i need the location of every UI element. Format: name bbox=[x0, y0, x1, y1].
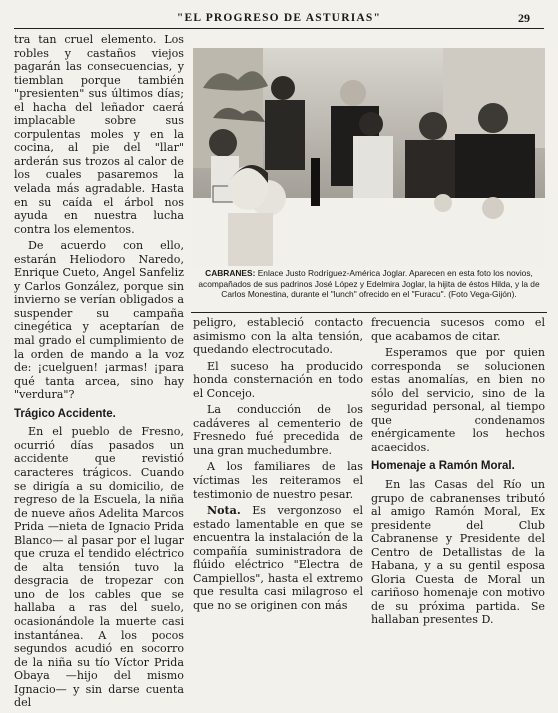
running-title: "EL PROGRESO DE ASTURIAS" bbox=[176, 12, 382, 24]
paragraph-condolences: A los familiares de las víctimas les reiteramos el testimonio de nuestro pesar. bbox=[193, 460, 363, 501]
paragraph-homage: En las Casas del Río un grupo de cabranenses tributó al amigo Ramón Moral, Ex presidente del Club Cabranense y Presidente del Centro de Detallistas de la Habana, y a su gentil esposa Gloria Cuesta de Moral un cariñoso homenaje con motivo de su próxima partida. Se hallaban presentes D. bbox=[371, 478, 545, 627]
page-header bbox=[14, 8, 544, 29]
caption-divider bbox=[191, 312, 547, 313]
page-number: 29 bbox=[518, 11, 530, 25]
paragraph-consternation: El suceso ha producido honda consternación en todo el Concejo. bbox=[193, 359, 363, 400]
heading-tragic-accident: Trágico Accidente. bbox=[14, 407, 116, 420]
column-1 bbox=[14, 33, 184, 713]
paragraph-hope: Esperamos que por quien corresponda se solucionen estas anomalías, en bien no sólo del servicio, sino de la seguridad personal, al tiempo que condenamos enérgicamente los hechos acaecidos. bbox=[371, 346, 545, 454]
paragraph-frequency: frecuencia sucesos como el que acabamos de citar. bbox=[371, 316, 545, 343]
caption-lead: CABRANES: bbox=[205, 268, 256, 278]
paragraph-winter: tra tan cruel elemento. Los robles y castaños viejos pagarán las consecuencias, y tiemblan porque también "presienten" sus últimos días; el hacha del leñador caerá implacable sobre sus corpulentas moles y en la cocina, al pie del "llar" arderán sus trozos al calor de los cuales pasaremos la velada más agradable. Hasta en su caída el árbol nos ayuda en nuestra lucha contra los elementos. bbox=[14, 33, 184, 236]
paragraph-funeral: La conducción de los cadáveres al cementerio de Fresnedo fué precedida de una gran muchedumbre. bbox=[193, 403, 363, 457]
paragraph-continuation: peligro, estableció contacto asimismo con la alta tensión, quedando electrocutado. bbox=[193, 316, 363, 357]
photo-caption bbox=[193, 268, 545, 300]
paragraph-hunters: De acuerdo con ello, estarán Heliodoro Naredo, Enrique Cueto, Angel Sanfeliz y Carlos González, porque sin invierno se verían obligados a suspender su campaña cinegética y aceptarían de mal grado el cumplimiento de la orden de mando a la voz de: ¡cuelguen! ¡armas! ¡para qué tanta arcea, sino hay "verdura"? bbox=[14, 239, 184, 402]
wedding-photo bbox=[193, 48, 545, 266]
wedding-photo-image bbox=[193, 48, 545, 266]
caption-text: Enlace Justo Rodríguez-América Joglar. Aparecen en esta foto los novios, acompañados de sus padrinos José López y Edelmira Joglar, la hijita de éstos Hilda, y la de Carlos Monestina, durante el "lunch" ofrecido en el "Furacu". (Foto Vega-Gijón). bbox=[198, 268, 540, 300]
paragraph-accident: En el pueblo de Fresno, ocurrió días pasados un accidente que revistió caracteres trágicos. Cuando se dirigía a su domicilio, de regreso de la Escuela, la niña de nueve años Adelita Marcos Prida —nieta de Ignacio Prida Blanco— al pasar por el lugar que cruza el tendido eléctrico de alta tensión tuvo la desgracia de tropezar con uno de los cables que se hallaba a ras del suelo, ocasionándole la muerte casi instantánea. A los pocos segundos acudió en socorro de la niña su tío Víctor Prida Obaya —hijo del mismo Ignacio— y sin darse cuenta del bbox=[14, 425, 184, 710]
heading-homage: Homenaje a Ramón Moral. bbox=[371, 460, 515, 473]
column-3 bbox=[371, 316, 545, 630]
paragraph-note bbox=[193, 504, 363, 612]
note-text: Es vergonzoso el estado lamentable en que se encuentra la instalación de la compañía suministradora de flúido eléctrico "Electra de Campiellos", hasta el extremo que resulta casi milagroso el que no se originen con más bbox=[193, 504, 364, 612]
note-lead: Nota. bbox=[207, 504, 241, 518]
